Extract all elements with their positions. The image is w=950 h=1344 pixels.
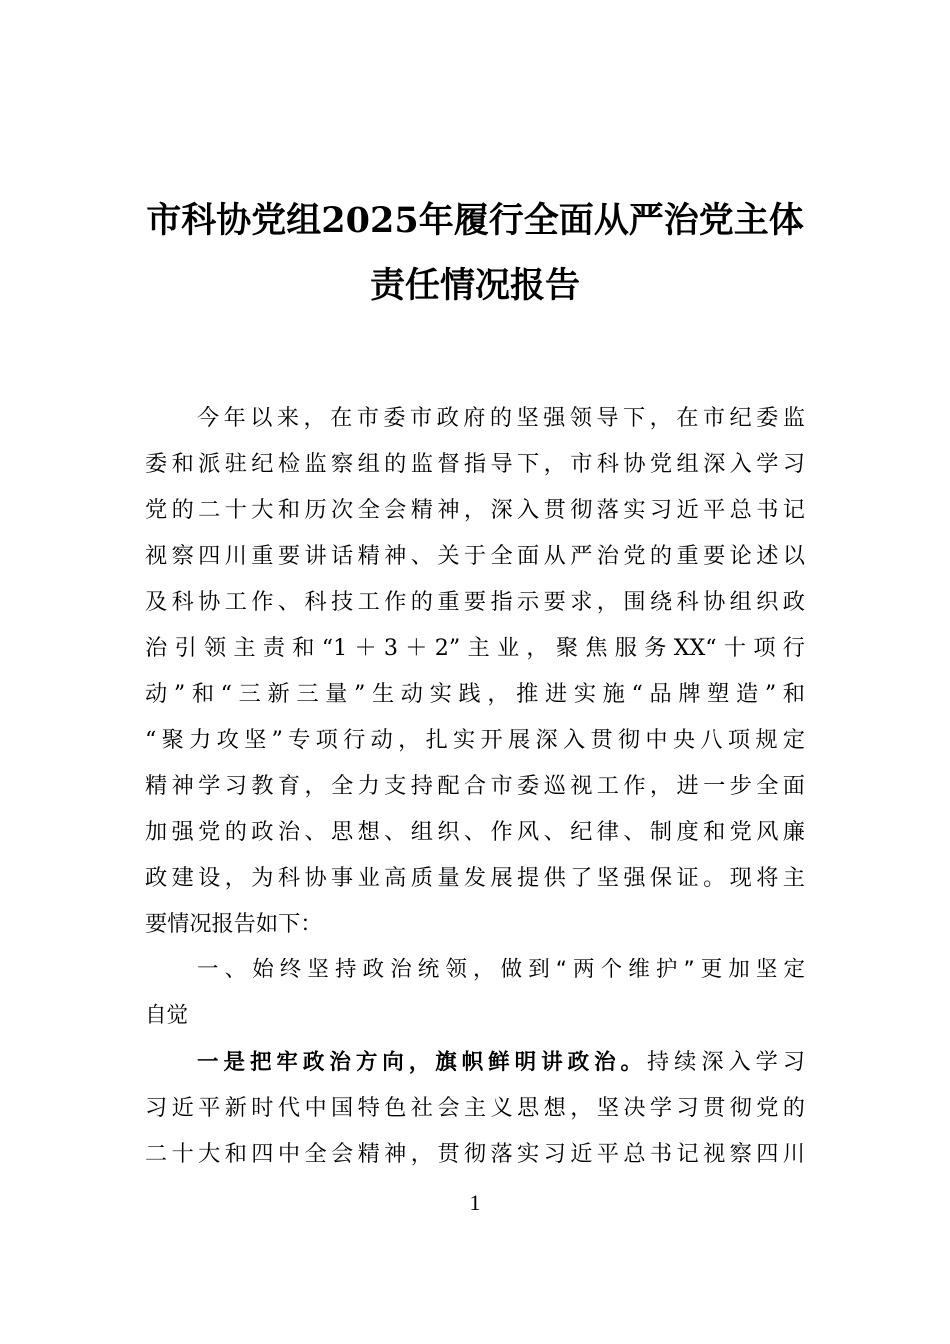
section-heading-line: 自觉 xyxy=(145,1003,189,1028)
paragraph-line: “聚力攻坚”专项行动，扎实开展深入贯彻中央八项规定 xyxy=(145,727,805,753)
document-body xyxy=(145,395,805,1177)
paragraph-line: 政建设，为科协事业高质量发展提供了坚强保证。现将主 xyxy=(145,865,805,891)
paragraph-line: 精神学习教育，全力支持配合市委巡视工作，进一步全面 xyxy=(145,773,805,799)
paragraph-line: 动”和“三新三量”生动实践，推进实施“品牌塑造”和 xyxy=(145,681,805,707)
paragraph-line: 加强党的政治、思想、组织、作风、纪律、制度和党风廉 xyxy=(145,819,805,845)
paragraph-line: 习近平新时代中国特色社会主义思想，坚决学习贯彻党的 xyxy=(145,1095,805,1121)
paragraph-line: 治引领主责和“1＋3＋2”主业，聚焦服务XX“十项行 xyxy=(145,635,805,661)
paragraph-line: 视察四川重要讲话精神、关于全面从严治党的重要论述以 xyxy=(145,543,805,569)
section-heading-1 xyxy=(145,947,805,1039)
document-title xyxy=(145,188,805,318)
section-heading-line: 一、始终坚持政治统领，做到“两个维护”更加坚定 xyxy=(197,957,805,982)
paragraph-intro xyxy=(145,395,805,947)
paragraph-section-1 xyxy=(145,1039,805,1177)
paragraph-lead: 一是把牢政治方向，旗帜鲜明讲政治。 xyxy=(197,1050,648,1075)
paragraph-line: 委和派驻纪检监察组的监督指导下，市科协党组深入学习 xyxy=(145,451,805,477)
paragraph-line: 党的二十大和历次全会精神，深入贯彻落实习近平总书记 xyxy=(145,497,805,523)
paragraph-line: 及科协工作、科技工作的重要指示要求，围绕科协组织政 xyxy=(145,589,805,615)
paragraph-line: 要情况报告如下： xyxy=(145,911,323,937)
title-line-1: 市科协党组2025年履行全面从严治党主体 xyxy=(146,200,804,241)
title-line-2: 责任情况报告 xyxy=(369,265,580,306)
paragraph-lead-rest: 持续深入学习 xyxy=(647,1049,805,1075)
paragraph-line: 二十大和四中全会精神，贯彻落实习近平总书记视察四川 xyxy=(145,1141,805,1167)
page-number: 1 xyxy=(469,1190,481,1215)
paragraph-line xyxy=(145,1039,805,1085)
paragraph-line: 今年以来，在市委市政府的坚强领导下，在市纪委监 xyxy=(197,405,805,431)
